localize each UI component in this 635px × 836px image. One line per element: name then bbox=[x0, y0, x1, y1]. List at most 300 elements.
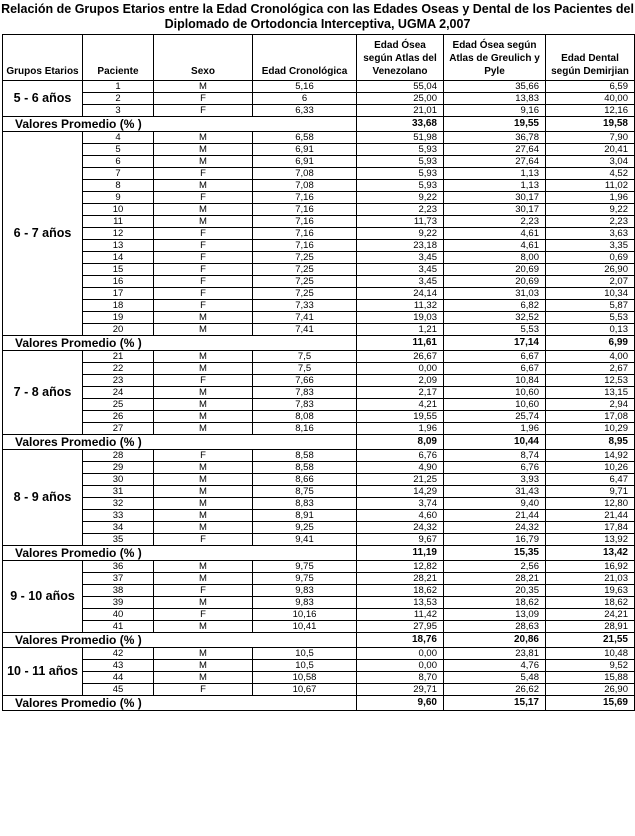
sexo-cell: M bbox=[154, 312, 253, 324]
table-title: Relación de Grupos Etarios entre la Edad Cronológica con las Edades Oseas y Dental de los Pacientes del Diplomado de Ortodoncia Interceptiva, UGMA 2,007 bbox=[1, 2, 634, 31]
paciente-cell: 33 bbox=[83, 510, 154, 522]
header-paciente: Paciente bbox=[83, 35, 154, 81]
sexo-cell: M bbox=[154, 486, 253, 498]
edad-dental-cell: 2,07 bbox=[546, 276, 635, 288]
table-row bbox=[3, 375, 635, 387]
edad-osea-greulich-cell: 35,66 bbox=[444, 81, 546, 93]
table-row bbox=[3, 216, 635, 228]
table-row bbox=[3, 192, 635, 204]
paciente-cell: 4 bbox=[83, 132, 154, 144]
edad-osea-venezolano-cell: 55,04 bbox=[357, 81, 444, 93]
edad-osea-greulich-cell: 16,79 bbox=[444, 534, 546, 546]
edad-osea-venezolano-cell: 3,45 bbox=[357, 264, 444, 276]
paciente-cell: 30 bbox=[83, 474, 154, 486]
edad-osea-venezolano-cell: 26,67 bbox=[357, 351, 444, 363]
edad-dental-cell: 10,29 bbox=[546, 423, 635, 435]
paciente-cell: 16 bbox=[83, 276, 154, 288]
sexo-cell: M bbox=[154, 351, 253, 363]
edad-cronologica-cell: 7,25 bbox=[253, 288, 357, 300]
table-row bbox=[3, 252, 635, 264]
edad-osea-greulich-cell: 30,17 bbox=[444, 192, 546, 204]
average-label: Valores Promedio (% ) bbox=[3, 546, 357, 561]
sexo-cell: F bbox=[154, 264, 253, 276]
paciente-cell: 38 bbox=[83, 585, 154, 597]
table-row bbox=[3, 573, 635, 585]
edad-cronologica-cell: 10,5 bbox=[253, 648, 357, 660]
table-row bbox=[3, 300, 635, 312]
edad-cronologica-cell: 10,16 bbox=[253, 609, 357, 621]
edad-osea-greulich-cell: 28,21 bbox=[444, 573, 546, 585]
paciente-cell: 18 bbox=[83, 300, 154, 312]
sexo-cell: F bbox=[154, 288, 253, 300]
edad-cronologica-cell: 7,08 bbox=[253, 168, 357, 180]
edad-osea-venezolano-cell: 2,23 bbox=[357, 204, 444, 216]
sexo-cell: M bbox=[154, 363, 253, 375]
edad-dental-cell: 2,23 bbox=[546, 216, 635, 228]
paciente-cell: 44 bbox=[83, 672, 154, 684]
average-value: 11,19 bbox=[357, 546, 444, 561]
average-label: Valores Promedio (% ) bbox=[3, 435, 357, 450]
paciente-cell: 8 bbox=[83, 180, 154, 192]
table-row bbox=[3, 351, 635, 363]
group-label: 7 - 8 años bbox=[3, 351, 83, 435]
edad-osea-greulich-cell: 5,48 bbox=[444, 672, 546, 684]
paciente-cell: 42 bbox=[83, 648, 154, 660]
edad-dental-cell: 11,02 bbox=[546, 180, 635, 192]
paciente-cell: 2 bbox=[83, 93, 154, 105]
edad-osea-greulich-cell: 6,76 bbox=[444, 462, 546, 474]
table-row bbox=[3, 156, 635, 168]
table-row bbox=[3, 498, 635, 510]
table-row bbox=[3, 660, 635, 672]
paciente-cell: 3 bbox=[83, 105, 154, 117]
table-row bbox=[3, 672, 635, 684]
edad-cronologica-cell: 7,25 bbox=[253, 252, 357, 264]
sexo-cell: M bbox=[154, 387, 253, 399]
edad-cronologica-cell: 10,5 bbox=[253, 660, 357, 672]
edad-osea-greulich-cell: 1,96 bbox=[444, 423, 546, 435]
table-row bbox=[3, 462, 635, 474]
edad-dental-cell: 28,91 bbox=[546, 621, 635, 633]
edad-osea-greulich-cell: 27,64 bbox=[444, 156, 546, 168]
average-value: 15,69 bbox=[546, 696, 635, 711]
sexo-cell: M bbox=[154, 204, 253, 216]
edad-osea-venezolano-cell: 6,76 bbox=[357, 450, 444, 462]
edad-dental-cell: 2,67 bbox=[546, 363, 635, 375]
edad-dental-cell: 20,41 bbox=[546, 144, 635, 156]
paciente-cell: 25 bbox=[83, 399, 154, 411]
table-row bbox=[3, 648, 635, 660]
edad-cronologica-cell: 7,83 bbox=[253, 399, 357, 411]
paciente-cell: 15 bbox=[83, 264, 154, 276]
edad-dental-cell: 26,90 bbox=[546, 684, 635, 696]
edad-osea-venezolano-cell: 9,67 bbox=[357, 534, 444, 546]
paciente-cell: 7 bbox=[83, 168, 154, 180]
edad-cronologica-cell: 8,75 bbox=[253, 486, 357, 498]
edad-osea-greulich-cell: 27,64 bbox=[444, 144, 546, 156]
edad-dental-cell: 9,52 bbox=[546, 660, 635, 672]
average-value: 17,14 bbox=[444, 336, 546, 351]
sexo-cell: M bbox=[154, 498, 253, 510]
edad-osea-venezolano-cell: 0,00 bbox=[357, 648, 444, 660]
table-row bbox=[3, 105, 635, 117]
edad-osea-greulich-cell: 10,60 bbox=[444, 399, 546, 411]
edad-cronologica-cell: 7,5 bbox=[253, 363, 357, 375]
sexo-cell: M bbox=[154, 411, 253, 423]
edad-cronologica-cell: 8,16 bbox=[253, 423, 357, 435]
table-row bbox=[3, 585, 635, 597]
edad-osea-venezolano-cell: 1,21 bbox=[357, 324, 444, 336]
edad-osea-venezolano-cell: 2,17 bbox=[357, 387, 444, 399]
edad-cronologica-cell: 9,25 bbox=[253, 522, 357, 534]
sexo-cell: M bbox=[154, 132, 253, 144]
data-table bbox=[2, 34, 635, 711]
average-row bbox=[3, 546, 635, 561]
edad-osea-greulich-cell: 23,81 bbox=[444, 648, 546, 660]
sexo-cell: F bbox=[154, 276, 253, 288]
sexo-cell: M bbox=[154, 399, 253, 411]
edad-osea-greulich-cell: 25,74 bbox=[444, 411, 546, 423]
edad-cronologica-cell: 7,16 bbox=[253, 204, 357, 216]
edad-osea-venezolano-cell: 21,25 bbox=[357, 474, 444, 486]
edad-dental-cell: 19,63 bbox=[546, 585, 635, 597]
table-row bbox=[3, 474, 635, 486]
header-grupos: Grupos Etarios bbox=[3, 35, 83, 81]
group-label: 6 - 7 años bbox=[3, 132, 83, 336]
table-row bbox=[3, 597, 635, 609]
edad-cronologica-cell: 6 bbox=[253, 93, 357, 105]
table-row bbox=[3, 621, 635, 633]
edad-dental-cell: 0,13 bbox=[546, 324, 635, 336]
average-value: 10,44 bbox=[444, 435, 546, 450]
edad-dental-cell: 10,48 bbox=[546, 648, 635, 660]
edad-dental-cell: 6,59 bbox=[546, 81, 635, 93]
table-row bbox=[3, 387, 635, 399]
edad-dental-cell: 5,53 bbox=[546, 312, 635, 324]
edad-cronologica-cell: 7,16 bbox=[253, 240, 357, 252]
edad-cronologica-cell: 9,83 bbox=[253, 597, 357, 609]
edad-dental-cell: 2,94 bbox=[546, 399, 635, 411]
header-edad-dental: Edad Dental según Demirjian bbox=[546, 35, 635, 81]
edad-osea-greulich-cell: 24,32 bbox=[444, 522, 546, 534]
paciente-cell: 29 bbox=[83, 462, 154, 474]
paciente-cell: 13 bbox=[83, 240, 154, 252]
edad-cronologica-cell: 7,16 bbox=[253, 216, 357, 228]
paciente-cell: 43 bbox=[83, 660, 154, 672]
paciente-cell: 9 bbox=[83, 192, 154, 204]
edad-cronologica-cell: 7,66 bbox=[253, 375, 357, 387]
edad-cronologica-cell: 7,41 bbox=[253, 324, 357, 336]
edad-osea-greulich-cell: 8,00 bbox=[444, 252, 546, 264]
table-row bbox=[3, 240, 635, 252]
edad-dental-cell: 12,53 bbox=[546, 375, 635, 387]
paciente-cell: 41 bbox=[83, 621, 154, 633]
header-edad-osea-venezolano: Edad Ósea según Atlas del Venezolano bbox=[357, 35, 444, 81]
edad-osea-greulich-cell: 9,16 bbox=[444, 105, 546, 117]
edad-osea-venezolano-cell: 11,42 bbox=[357, 609, 444, 621]
edad-dental-cell: 21,44 bbox=[546, 510, 635, 522]
sexo-cell: F bbox=[154, 228, 253, 240]
average-value: 15,17 bbox=[444, 696, 546, 711]
edad-osea-greulich-cell: 31,43 bbox=[444, 486, 546, 498]
paciente-cell: 31 bbox=[83, 486, 154, 498]
edad-osea-greulich-cell: 10,84 bbox=[444, 375, 546, 387]
edad-cronologica-cell: 7,33 bbox=[253, 300, 357, 312]
edad-osea-venezolano-cell: 18,62 bbox=[357, 585, 444, 597]
edad-dental-cell: 15,88 bbox=[546, 672, 635, 684]
edad-osea-greulich-cell: 5,53 bbox=[444, 324, 546, 336]
edad-cronologica-cell: 10,67 bbox=[253, 684, 357, 696]
table-row bbox=[3, 204, 635, 216]
table-row bbox=[3, 168, 635, 180]
edad-osea-venezolano-cell: 11,32 bbox=[357, 300, 444, 312]
edad-dental-cell: 16,92 bbox=[546, 561, 635, 573]
edad-osea-greulich-cell: 26,62 bbox=[444, 684, 546, 696]
edad-dental-cell: 17,08 bbox=[546, 411, 635, 423]
edad-cronologica-cell: 10,41 bbox=[253, 621, 357, 633]
sexo-cell: M bbox=[154, 660, 253, 672]
edad-osea-venezolano-cell: 5,93 bbox=[357, 144, 444, 156]
average-value: 20,86 bbox=[444, 633, 546, 648]
edad-osea-venezolano-cell: 23,18 bbox=[357, 240, 444, 252]
edad-dental-cell: 14,92 bbox=[546, 450, 635, 462]
edad-cronologica-cell: 5,16 bbox=[253, 81, 357, 93]
edad-osea-greulich-cell: 1,13 bbox=[444, 180, 546, 192]
sexo-cell: F bbox=[154, 252, 253, 264]
edad-cronologica-cell: 6,33 bbox=[253, 105, 357, 117]
edad-osea-greulich-cell: 32,52 bbox=[444, 312, 546, 324]
sexo-cell: F bbox=[154, 105, 253, 117]
edad-cronologica-cell: 7,5 bbox=[253, 351, 357, 363]
paciente-cell: 39 bbox=[83, 597, 154, 609]
edad-dental-cell: 26,90 bbox=[546, 264, 635, 276]
edad-osea-venezolano-cell: 3,45 bbox=[357, 252, 444, 264]
edad-dental-cell: 5,87 bbox=[546, 300, 635, 312]
edad-osea-venezolano-cell: 9,22 bbox=[357, 228, 444, 240]
edad-osea-greulich-cell: 13,09 bbox=[444, 609, 546, 621]
edad-dental-cell: 3,35 bbox=[546, 240, 635, 252]
average-value: 9,60 bbox=[357, 696, 444, 711]
edad-dental-cell: 0,69 bbox=[546, 252, 635, 264]
paciente-cell: 19 bbox=[83, 312, 154, 324]
edad-cronologica-cell: 8,58 bbox=[253, 450, 357, 462]
edad-osea-greulich-cell: 20,69 bbox=[444, 264, 546, 276]
edad-dental-cell: 13,92 bbox=[546, 534, 635, 546]
paciente-cell: 22 bbox=[83, 363, 154, 375]
edad-dental-cell: 6,47 bbox=[546, 474, 635, 486]
table-row bbox=[3, 450, 635, 462]
average-row bbox=[3, 633, 635, 648]
sexo-cell: F bbox=[154, 168, 253, 180]
table-row bbox=[3, 132, 635, 144]
paciente-cell: 10 bbox=[83, 204, 154, 216]
edad-cronologica-cell: 8,83 bbox=[253, 498, 357, 510]
paciente-cell: 35 bbox=[83, 534, 154, 546]
edad-osea-venezolano-cell: 4,90 bbox=[357, 462, 444, 474]
edad-osea-venezolano-cell: 29,71 bbox=[357, 684, 444, 696]
edad-osea-venezolano-cell: 2,09 bbox=[357, 375, 444, 387]
average-value: 21,55 bbox=[546, 633, 635, 648]
edad-osea-venezolano-cell: 24,32 bbox=[357, 522, 444, 534]
edad-osea-venezolano-cell: 0,00 bbox=[357, 660, 444, 672]
edad-dental-cell: 17,84 bbox=[546, 522, 635, 534]
edad-osea-venezolano-cell: 4,60 bbox=[357, 510, 444, 522]
sexo-cell: M bbox=[154, 324, 253, 336]
sexo-cell: F bbox=[154, 450, 253, 462]
edad-osea-greulich-cell: 21,44 bbox=[444, 510, 546, 522]
table-row bbox=[3, 312, 635, 324]
edad-dental-cell: 9,71 bbox=[546, 486, 635, 498]
edad-osea-greulich-cell: 28,63 bbox=[444, 621, 546, 633]
table-row bbox=[3, 180, 635, 192]
header-edad-osea-greulich: Edad Ósea según Atlas de Greulich y Pyle bbox=[444, 35, 546, 81]
edad-cronologica-cell: 6,91 bbox=[253, 156, 357, 168]
edad-cronologica-cell: 7,08 bbox=[253, 180, 357, 192]
edad-osea-greulich-cell: 20,69 bbox=[444, 276, 546, 288]
edad-osea-venezolano-cell: 19,03 bbox=[357, 312, 444, 324]
sexo-cell: F bbox=[154, 585, 253, 597]
sexo-cell: M bbox=[154, 423, 253, 435]
edad-osea-greulich-cell: 31,03 bbox=[444, 288, 546, 300]
average-value: 13,42 bbox=[546, 546, 635, 561]
table-body bbox=[3, 81, 635, 711]
edad-osea-greulich-cell: 8,74 bbox=[444, 450, 546, 462]
table-row bbox=[3, 561, 635, 573]
table-row bbox=[3, 264, 635, 276]
edad-osea-venezolano-cell: 0,00 bbox=[357, 363, 444, 375]
edad-osea-venezolano-cell: 13,53 bbox=[357, 597, 444, 609]
paciente-cell: 23 bbox=[83, 375, 154, 387]
edad-osea-greulich-cell: 2,56 bbox=[444, 561, 546, 573]
edad-cronologica-cell: 7,16 bbox=[253, 192, 357, 204]
table-row bbox=[3, 486, 635, 498]
paciente-cell: 24 bbox=[83, 387, 154, 399]
average-value: 15,35 bbox=[444, 546, 546, 561]
sexo-cell: M bbox=[154, 216, 253, 228]
edad-osea-greulich-cell: 6,67 bbox=[444, 363, 546, 375]
table-row bbox=[3, 522, 635, 534]
average-value: 18,76 bbox=[357, 633, 444, 648]
average-value: 19,58 bbox=[546, 117, 635, 132]
paciente-cell: 32 bbox=[83, 498, 154, 510]
edad-cronologica-cell: 6,58 bbox=[253, 132, 357, 144]
paciente-cell: 34 bbox=[83, 522, 154, 534]
edad-osea-venezolano-cell: 4,21 bbox=[357, 399, 444, 411]
edad-osea-venezolano-cell: 8,70 bbox=[357, 672, 444, 684]
paciente-cell: 21 bbox=[83, 351, 154, 363]
edad-osea-greulich-cell: 3,93 bbox=[444, 474, 546, 486]
edad-osea-venezolano-cell: 21,01 bbox=[357, 105, 444, 117]
edad-osea-greulich-cell: 10,60 bbox=[444, 387, 546, 399]
edad-cronologica-cell: 8,91 bbox=[253, 510, 357, 522]
edad-osea-greulich-cell: 4,61 bbox=[444, 228, 546, 240]
sexo-cell: F bbox=[154, 300, 253, 312]
edad-osea-greulich-cell: 9,40 bbox=[444, 498, 546, 510]
edad-cronologica-cell: 8,58 bbox=[253, 462, 357, 474]
average-label: Valores Promedio (% ) bbox=[3, 336, 357, 351]
edad-osea-venezolano-cell: 5,93 bbox=[357, 180, 444, 192]
edad-osea-venezolano-cell: 3,45 bbox=[357, 276, 444, 288]
edad-cronologica-cell: 8,66 bbox=[253, 474, 357, 486]
sexo-cell: M bbox=[154, 672, 253, 684]
header-edad-cronologica: Edad Cronológica bbox=[253, 35, 357, 81]
group-label: 5 - 6 años bbox=[3, 81, 83, 117]
edad-osea-greulich-cell: 18,62 bbox=[444, 597, 546, 609]
average-value: 19,55 bbox=[444, 117, 546, 132]
edad-osea-greulich-cell: 36,78 bbox=[444, 132, 546, 144]
header-sexo: Sexo bbox=[154, 35, 253, 81]
table-row bbox=[3, 228, 635, 240]
edad-cronologica-cell: 8,08 bbox=[253, 411, 357, 423]
table-row bbox=[3, 93, 635, 105]
table-row bbox=[3, 534, 635, 546]
edad-dental-cell: 12,80 bbox=[546, 498, 635, 510]
sexo-cell: M bbox=[154, 522, 253, 534]
edad-dental-cell: 40,00 bbox=[546, 93, 635, 105]
table-row bbox=[3, 411, 635, 423]
edad-cronologica-cell: 10,58 bbox=[253, 672, 357, 684]
sexo-cell: M bbox=[154, 561, 253, 573]
paciente-cell: 6 bbox=[83, 156, 154, 168]
average-value: 6,99 bbox=[546, 336, 635, 351]
sexo-cell: F bbox=[154, 192, 253, 204]
edad-osea-venezolano-cell: 51,98 bbox=[357, 132, 444, 144]
edad-osea-venezolano-cell: 25,00 bbox=[357, 93, 444, 105]
edad-osea-greulich-cell: 20,35 bbox=[444, 585, 546, 597]
paciente-cell: 14 bbox=[83, 252, 154, 264]
edad-dental-cell: 13,15 bbox=[546, 387, 635, 399]
sexo-cell: M bbox=[154, 621, 253, 633]
table-row bbox=[3, 423, 635, 435]
average-row bbox=[3, 117, 635, 132]
average-label: Valores Promedio (% ) bbox=[3, 696, 357, 711]
paciente-cell: 37 bbox=[83, 573, 154, 585]
edad-dental-cell: 12,16 bbox=[546, 105, 635, 117]
edad-osea-greulich-cell: 6,82 bbox=[444, 300, 546, 312]
edad-cronologica-cell: 7,25 bbox=[253, 264, 357, 276]
sexo-cell: M bbox=[154, 180, 253, 192]
group-label: 9 - 10 años bbox=[3, 561, 83, 633]
sexo-cell: M bbox=[154, 144, 253, 156]
table-row bbox=[3, 609, 635, 621]
average-value: 8,95 bbox=[546, 435, 635, 450]
table-row bbox=[3, 324, 635, 336]
sexo-cell: M bbox=[154, 462, 253, 474]
sexo-cell: M bbox=[154, 597, 253, 609]
table-row bbox=[3, 510, 635, 522]
edad-osea-greulich-cell: 1,13 bbox=[444, 168, 546, 180]
edad-osea-venezolano-cell: 5,93 bbox=[357, 156, 444, 168]
table-row bbox=[3, 144, 635, 156]
average-label: Valores Promedio (% ) bbox=[3, 633, 357, 648]
edad-dental-cell: 3,04 bbox=[546, 156, 635, 168]
edad-osea-greulich-cell: 2,23 bbox=[444, 216, 546, 228]
edad-dental-cell: 24,21 bbox=[546, 609, 635, 621]
average-row bbox=[3, 435, 635, 450]
edad-osea-venezolano-cell: 14,29 bbox=[357, 486, 444, 498]
paciente-cell: 26 bbox=[83, 411, 154, 423]
edad-dental-cell: 3,63 bbox=[546, 228, 635, 240]
table-row bbox=[3, 363, 635, 375]
edad-dental-cell: 10,34 bbox=[546, 288, 635, 300]
sexo-cell: F bbox=[154, 93, 253, 105]
edad-cronologica-cell: 9,83 bbox=[253, 585, 357, 597]
average-row bbox=[3, 336, 635, 351]
edad-cronologica-cell: 7,25 bbox=[253, 276, 357, 288]
paciente-cell: 27 bbox=[83, 423, 154, 435]
sexo-cell: F bbox=[154, 609, 253, 621]
table-row bbox=[3, 81, 635, 93]
